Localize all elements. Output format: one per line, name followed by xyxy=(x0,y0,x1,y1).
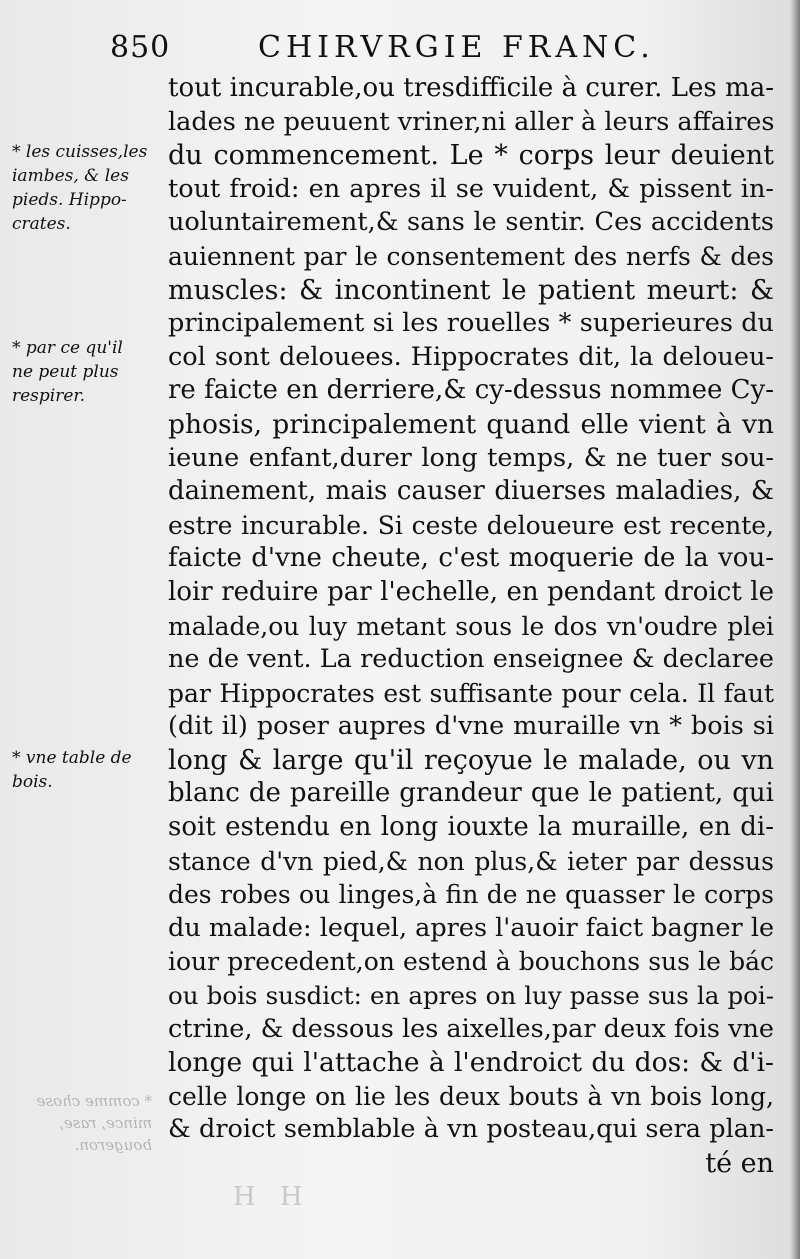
body-line: té en xyxy=(705,1148,774,1179)
page-number: 850 xyxy=(110,30,171,65)
running-title: CHIRVRGIE FRANC. xyxy=(258,30,655,65)
margin-note-line: * comme chose xyxy=(36,1092,152,1110)
body-line: blanc de pareille grandeur que le patient, qui xyxy=(168,778,774,809)
body-line: ieune enfant,durer long temps, & ne tuer sou- xyxy=(168,442,774,473)
body-line: du malade: lequel, apres l'auoir faict bagner le xyxy=(168,912,775,943)
margin-note-line: crates. xyxy=(12,214,71,234)
page-edge-shadow xyxy=(790,0,800,1259)
margin-note-line: * les cuisses,les xyxy=(12,142,148,162)
body-line: faicte d'vne cheute, c'est moquerie de la vou- xyxy=(168,543,774,574)
body-line: celle longe on lie les deux bouts à vn bois long, xyxy=(168,1081,774,1111)
body-line: stance d'vn pied,& non plus,& ieter par dessus xyxy=(168,846,774,876)
body-line: tout froid: en apres il se vuident, & pissent in- xyxy=(168,173,774,204)
margin-note-line: iambes, & les xyxy=(12,166,129,186)
body-line: muscles: & incontinent le patient meurt: & xyxy=(168,274,774,306)
margin-note-line: bois. xyxy=(12,772,53,792)
body-line: malade,ou luy metant sous le dos vn'oudre plei xyxy=(168,611,774,641)
margin-note-line: * vne table de xyxy=(12,748,132,768)
margin-note-faded xyxy=(2,1090,152,1156)
body-line: iour precedent,on estend à bouchons sus le bác xyxy=(168,947,774,977)
body-line: ne de vent. La reduction enseignee & declaree xyxy=(168,644,774,675)
margin-note-line: mince, rase, xyxy=(59,1114,152,1132)
body-line: uoluntairement,& sans le sentir. Ces accidents xyxy=(168,207,774,238)
body-line: lades ne peuuent vriner,ni aller à leurs affaires xyxy=(168,106,775,137)
body-line: principalement si les rouelles * superieures du xyxy=(168,308,774,339)
body-line: du commencement. Le * corps leur deuient xyxy=(168,140,774,172)
margin-note-2 xyxy=(12,336,162,408)
body-line: phosis, principalement quand elle vient à vn xyxy=(168,408,774,440)
body-line: col sont delouees. Hippocrates dit, la deloueu- xyxy=(168,341,774,372)
body-line: des robes ou linges,à fin de ne quasser le corps xyxy=(168,880,774,910)
body-text xyxy=(168,72,774,1181)
body-line: ou bois susdict: en apres on luy passe sus la poi- xyxy=(168,981,774,1011)
body-line: par Hippocrates est suffisante pour cela. Il faut xyxy=(168,678,774,708)
margin-note-line: bougeron. xyxy=(74,1136,152,1154)
page-header xyxy=(110,30,670,70)
body-line: re faicte en derriere,& cy-dessus nommee Cy- xyxy=(168,375,774,406)
margin-note-line: * par ce qu'il xyxy=(12,338,123,358)
body-line: auiennent par le consentement des nerfs & des xyxy=(168,241,774,271)
body-line: & droict semblable à vn posteau,qui sera plan- xyxy=(168,1114,774,1145)
body-line: tout incurable,ou tresdifficile à curer. Les ma- xyxy=(168,73,774,103)
margin-note-1 xyxy=(12,140,162,236)
margin-note-3 xyxy=(12,746,162,794)
body-line: loir reduire par l'echelle, en pendant droict le xyxy=(168,576,774,607)
body-line: estre incurable. Si ceste deloueure est recente, xyxy=(168,510,774,540)
body-line: long & large qu'il reçoyue le malade, ou vn xyxy=(168,744,774,776)
body-line: soit estendu en long iouxte la muraille, en di- xyxy=(168,812,774,843)
body-line: longe qui l'attache à l'endroict du dos: & d'i- xyxy=(168,1047,774,1079)
margin-note-line: pieds. Hippo- xyxy=(12,190,127,210)
body-line: (dit il) poser aupres d'vne muraille vn * bois si xyxy=(168,711,774,742)
show-through-text: H H xyxy=(225,1182,303,1212)
body-line: dainement, mais causer diuerses maladies, & xyxy=(168,476,774,507)
margin-note-line: respirer. xyxy=(12,386,86,406)
margin-note-line: ne peut plus xyxy=(12,362,119,382)
body-line: ctrine, & dessous les aixelles,par deux fois vne xyxy=(168,1013,775,1044)
